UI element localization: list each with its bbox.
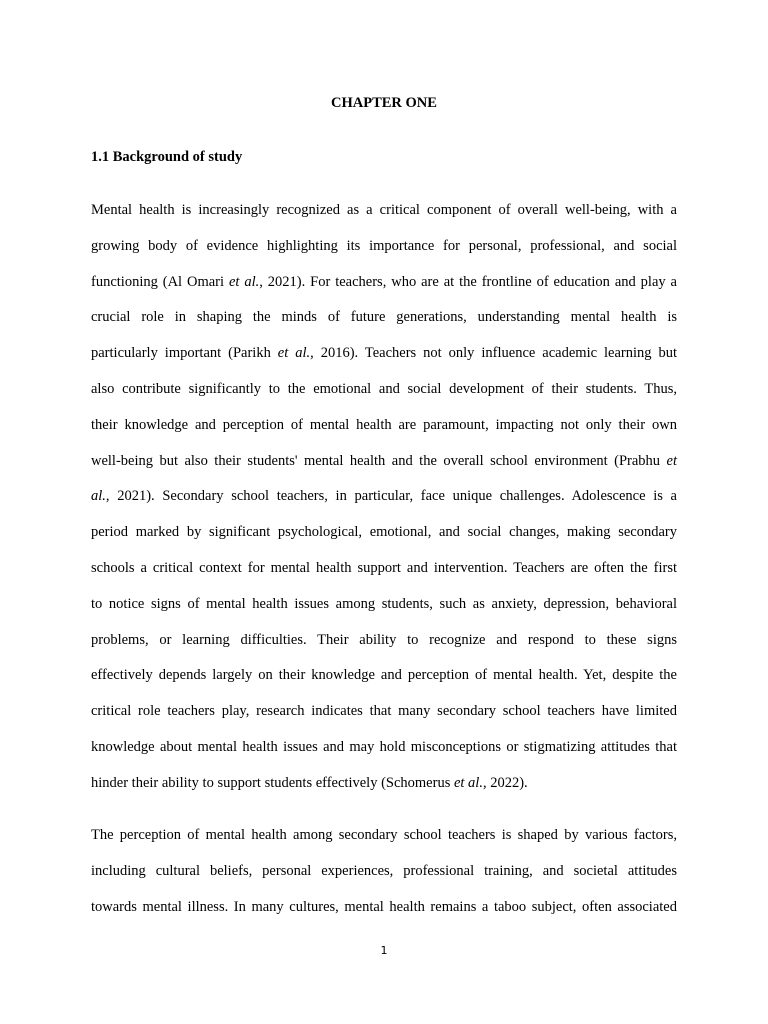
text-line	[91, 487, 677, 523]
text-segment: , 2022).	[482, 774, 528, 791]
text-line	[91, 826, 677, 862]
text-segment: schools a critical context for mental health support and intervention. Teachers are often the first	[91, 559, 677, 576]
text-segment: their knowledge and perception of mental health are paramount, impacting not only their own	[91, 416, 677, 433]
text-segment: , 2021). For teachers, who are at the frontline of education and play a	[259, 273, 677, 290]
text-line	[91, 631, 677, 667]
citation-italic: et al.	[228, 273, 260, 290]
text-segment: effectively depends largely on their knowledge and perception of mental health. Yet, despite the	[91, 667, 677, 684]
text-line	[91, 862, 677, 898]
text-line	[91, 237, 677, 273]
section-heading: 1.1 Background of study	[91, 149, 243, 165]
text-segment: knowledge about mental health issues and may hold misconceptions or stigmatizing attitudes that	[91, 738, 677, 755]
text-segment: functioning (Al Omari	[91, 273, 229, 290]
text-segment: critical role teachers play, research indicates that many secondary school teachers have limited	[91, 703, 677, 720]
page-number: 1	[380, 944, 388, 957]
text-segment: The perception of mental health among secondary school teachers is shaped by various factors,	[91, 827, 677, 843]
citation-italic: et al.	[277, 345, 311, 362]
text-line	[91, 416, 677, 452]
text-segment: crucial role in shaping the minds of future generations, understanding mental health is	[91, 309, 677, 326]
text-segment: towards mental illness. In many cultures, mental health remains a taboo subject, often associated	[91, 898, 677, 915]
text-line	[91, 702, 677, 738]
text-segment: to notice signs of mental health issues among students, such as anxiety, depression, behavioral	[91, 595, 677, 612]
text-segment: problems, or learning difficulties. Their ability to recognize and respond to these signs	[91, 631, 677, 648]
text-segment: well-being but also their students' mental health and the overall school environment (Prabhu	[91, 452, 667, 469]
text-segment: particularly important (Parikh	[91, 345, 278, 362]
text-segment: period marked by significant psychological, emotional, and social changes, making secondary	[91, 524, 677, 541]
text-segment: growing body of evidence highlighting its importance for personal, professional, and social	[91, 237, 677, 254]
text-segment: hinder their ability to support students effectively (Schomerus	[91, 774, 454, 791]
text-line	[91, 523, 677, 559]
text-line	[91, 344, 677, 380]
citation-italic: et al.	[453, 774, 483, 791]
paragraph-background	[91, 201, 677, 810]
text-segment: , 2016). Teachers not only influence academic learning but	[310, 345, 677, 362]
text-line	[91, 201, 677, 237]
text-line	[91, 774, 677, 810]
text-line	[91, 273, 677, 309]
text-line	[91, 452, 677, 488]
text-segment: also contribute significantly to the emotional and social development of their students. Thus,	[91, 380, 677, 397]
text-line	[91, 595, 677, 631]
text-line	[91, 380, 677, 416]
citation-italic: al.	[91, 488, 106, 505]
chapter-title: CHAPTER ONE	[331, 95, 437, 111]
citation-italic: et	[666, 452, 677, 469]
text-line	[91, 898, 677, 934]
text-line	[91, 666, 677, 702]
text-segment: , 2021). Secondary school teachers, in particular, face unique challenges. Adolescence is a	[105, 488, 677, 505]
text-line	[91, 559, 677, 595]
paragraph-perception	[91, 826, 677, 933]
text-line	[91, 738, 677, 774]
text-line	[91, 308, 677, 344]
text-segment: including cultural beliefs, personal experiences, professional training, and societal attitudes	[91, 862, 677, 879]
text-segment: Mental health is increasingly recognized as a critical component of overall well-being, with a	[91, 202, 677, 218]
